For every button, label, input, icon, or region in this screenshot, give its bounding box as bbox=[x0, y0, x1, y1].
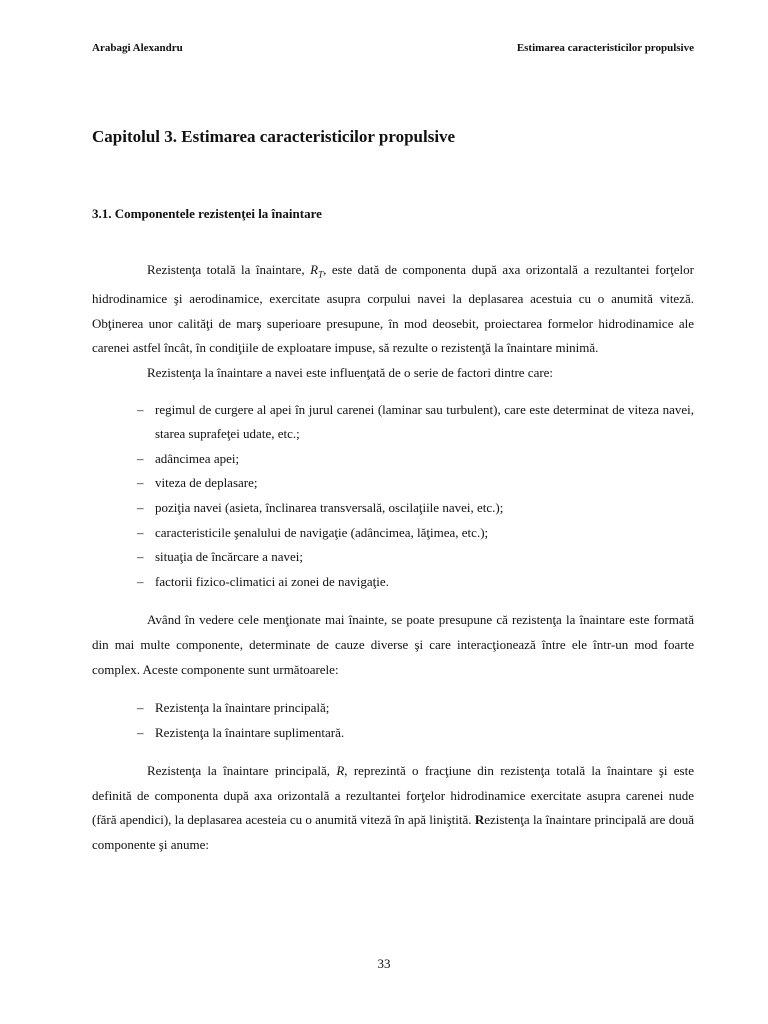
header-author: Arabagi Alexandru bbox=[92, 42, 183, 54]
factors-list bbox=[92, 398, 694, 595]
list-item: – factorii fizico-climatici ai zonei de navigaţie. bbox=[137, 573, 389, 589]
chapter-title: Capitolul 3. Estimarea caracteristicilor propulsive bbox=[92, 127, 456, 146]
list-item: – regimul de curgere al apei în jurul carenei (laminar sau turbulent), care este determinat de viteza navei, starea suprafeţei udate, etc.; bbox=[137, 401, 694, 442]
page-number: 33 bbox=[377, 956, 391, 971]
running-header bbox=[92, 42, 694, 54]
section-title: 3.1. Componentele rezistenţei la înaintare bbox=[92, 206, 322, 221]
list-item: – poziţia navei (asieta, înclinarea transversală, oscilaţiile navei, etc.); bbox=[137, 499, 504, 515]
body-text bbox=[92, 258, 694, 858]
symbol-r: R bbox=[336, 763, 345, 779]
paragraph-factors-intro: Rezistenţa la înaintare a navei este influenţată de o serie de factori dintre care: bbox=[147, 364, 554, 380]
list-item: – adâncimea apei; bbox=[137, 450, 240, 466]
list-item: – situaţia de încărcare a navei; bbox=[137, 549, 303, 565]
components-list bbox=[92, 696, 694, 745]
symbol-rt: $R_T$ bbox=[310, 262, 324, 280]
paragraph-total-resistance: Rezistenţa totală la înaintare, $R_T$, este dată de componenta după axa orizontală a rezultantei forţelor hidrodinamice şi aerodinamice, exercitate asupra corpului navei la deplasarea acestuia cu o anumită viteză. Obţinerea unor calităţi de marş superioare presupune, în mod deosebit, proiectarea formelor hidrodinamice ale carenei astfel încât, în condiţiile de exploatare impuse, să rezulte o rezistenţă la înaintare minimă. bbox=[92, 262, 694, 356]
list-item: – Rezistenţa la înaintare suplimentară. bbox=[137, 724, 345, 740]
list-item: – Rezistenţa la înaintare principală; bbox=[137, 700, 330, 716]
list-item: – viteza de deplasare; bbox=[137, 475, 258, 491]
paragraph-principal-resistance: Rezistenţa la înaintare principală, R, reprezintă o fracţiune din rezistenţa totală la înaintare şi este definită de componenta după axa orizontală a rezultantei forţelor hidrodinamice exercitate asupra carenei nude (fără apendici), la deplasarea acesteia cu o anumită viteză în apă liniştită. Rezistenţa la înaintare principală are două componente şi anume: bbox=[92, 763, 694, 853]
header-running-title: Estimarea caracteristicilor propulsive bbox=[516, 42, 694, 54]
paragraph-components-intro: Având în vedere cele menţionate mai înainte, se poate presupune că rezistenţa la înaintare este formată din mai multe componente, determinate de cauze diverse şi care interacţionează între ele într-un mod foarte complex. Aceste componente sunt următoarele: bbox=[92, 612, 694, 677]
list-item: – caracteristicile şenalului de navigaţie (adâncimea, lăţimea, etc.); bbox=[137, 524, 489, 540]
